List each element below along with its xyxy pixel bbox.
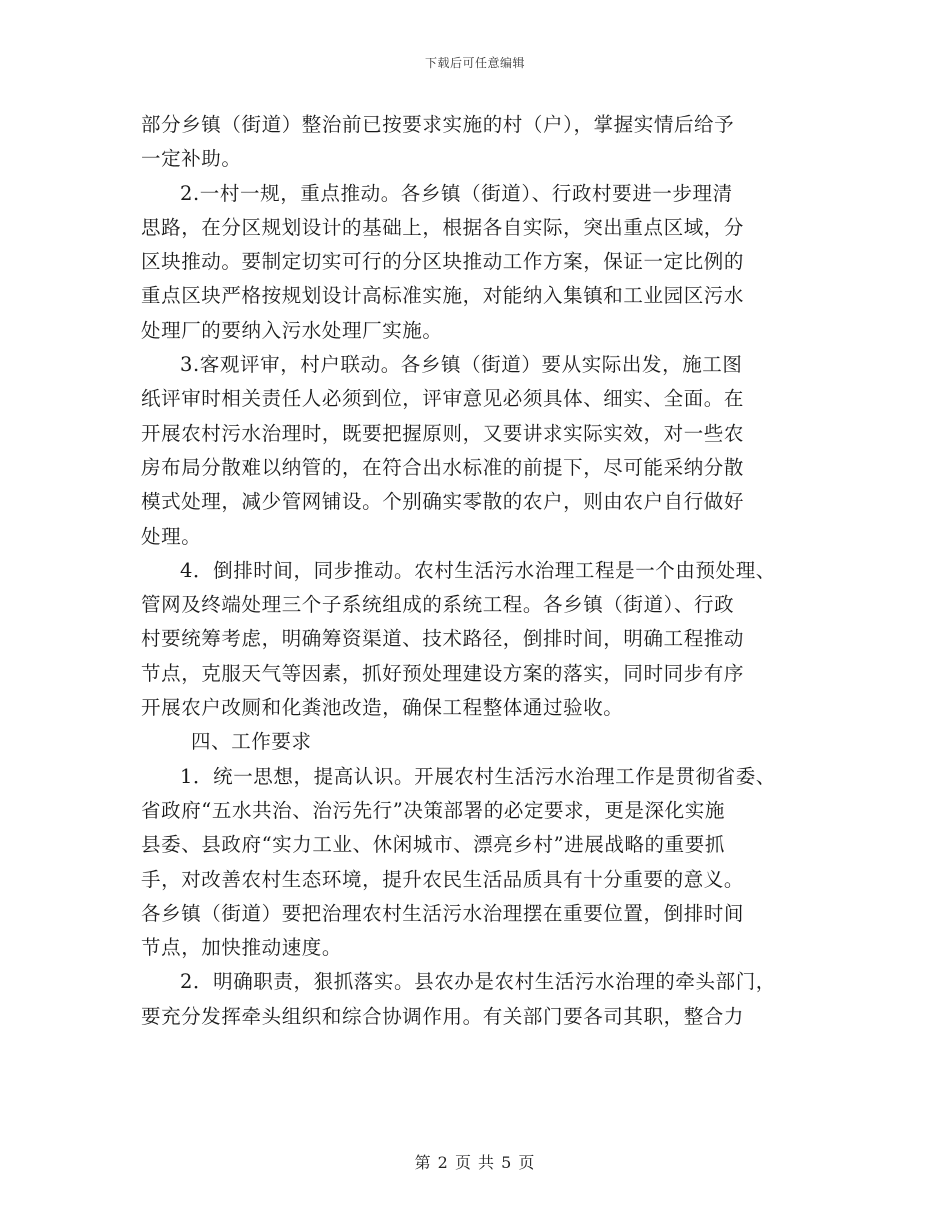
paragraph-start: 4．倒排时间，同步推动。农村生活污水治理工程是一个由预处理、 bbox=[180, 558, 776, 582]
section-heading: 四、工作要求 bbox=[191, 730, 312, 754]
text-line: 管网及终端处理三个子系统组成的系统工程。各乡镇（街道）、行政 bbox=[141, 593, 735, 617]
document-body bbox=[141, 108, 821, 1034]
text-line: 重点区块严格按规划设计高标准实施，对能纳入集镇和工业园区污水 bbox=[141, 284, 745, 308]
text-line: 节点，加快推动速度。 bbox=[141, 936, 343, 960]
text-line: 处理。 bbox=[141, 524, 202, 548]
text-line: 纸评审时相关责任人必须到位，评审意见必须具体、细实、全面。在 bbox=[141, 387, 745, 411]
paragraph-start: 2．明确职责，狠抓落实。县农办是农村生活污水治理的牵头部门， bbox=[180, 970, 776, 994]
text-line: 县委、县政府“实力工业、休闲城市、漂亮乡村”进展战略的重要抓 bbox=[141, 833, 725, 857]
page-number-footer: 第 2 页 共 5 页 bbox=[414, 1153, 536, 1172]
text-line: 各乡镇（街道）要把治理农村生活污水治理摆在重要位置，倒排时间 bbox=[141, 901, 745, 925]
text-line: 房布局分散难以纳管的，在符合出水标准的前提下，尽可能采纳分散 bbox=[141, 455, 745, 479]
text-line: 区块推动。要制定切实可行的分区块推动工作方案，保证一定比例的 bbox=[141, 250, 745, 274]
text-line: 部分乡镇（街道）整治前已按要求实施的村（户），掌握实情后给予 bbox=[141, 113, 735, 136]
paragraph-start: 2.一村一规，重点推动。各乡镇（街道）、行政村要进一步理清 bbox=[180, 181, 733, 205]
paragraph-start: 1．统一思想，提高认识。开展农村生活污水治理工作是贯彻省委、 bbox=[180, 764, 776, 788]
text-line: 开展农村污水治理时，既要把握原则，又要讲求实际实效，对一些农 bbox=[141, 421, 745, 445]
text-line: 村要统筹考虑，明确筹资渠道、技术路径，倒排时间，明确工程推动 bbox=[141, 627, 745, 651]
text-line: 模式处理，减少管网铺设。个别确实零散的农户，则由农户自行做好 bbox=[141, 490, 745, 514]
page-header: 下载后可任意编辑 bbox=[424, 56, 525, 70]
text-line: 省政府“五水共治、治污先行”决策部署的必定要求，更是深化实施 bbox=[141, 798, 725, 822]
text-line: 开展农户改厕和化粪池改造，确保工程整体通过验收。 bbox=[141, 696, 624, 720]
text-line: 要充分发挥牵头组织和综合协调作用。有关部门要各司其职，整合力 bbox=[141, 1004, 745, 1028]
text-line: 节点，克服天气等因素，抓好预处理建设方案的落实，同时同步有序 bbox=[141, 661, 745, 685]
text-line: 一定补助。 bbox=[141, 147, 242, 171]
paragraph-start: 3.客观评审，村户联动。各乡镇（街道）要从实际出发，施工图 bbox=[180, 353, 743, 377]
text-line: 思路，在分区规划设计的基础上，根据各自实际，突出重点区域，分 bbox=[141, 215, 745, 239]
text-line: 处理厂的要纳入污水处理厂实施。 bbox=[141, 318, 443, 342]
text-line: 手，对改善农村生态环境，提升农民生活品质具有十分重要的意义。 bbox=[141, 867, 745, 891]
